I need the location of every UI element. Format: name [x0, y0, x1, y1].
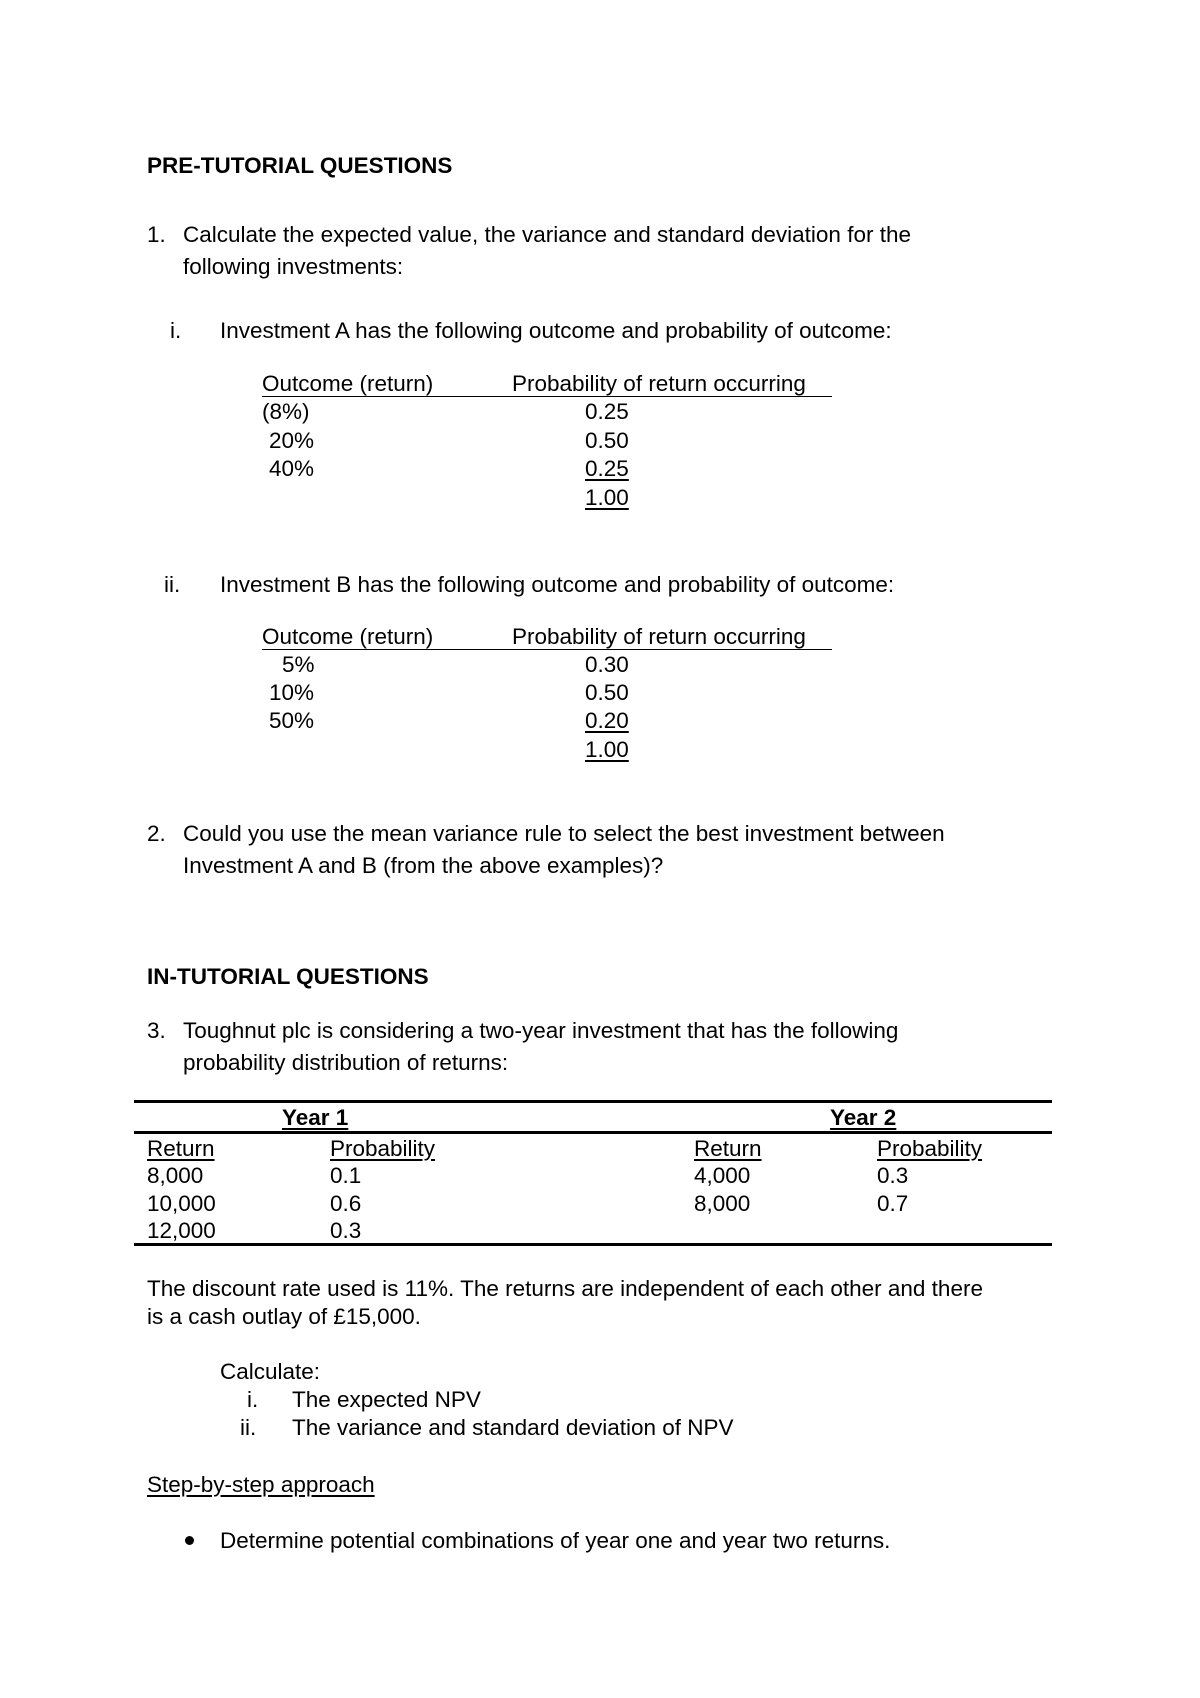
q1-b-prob-2: 0.50 — [585, 680, 629, 705]
q3-table-cell: 0.1 — [330, 1163, 362, 1188]
q1-a-marker: i. — [170, 318, 182, 343]
q1-a-prob-1: 0.25 — [585, 399, 629, 424]
q1-a-prob-2: 0.50 — [585, 428, 629, 453]
q1-b-marker: ii. — [164, 572, 181, 597]
q3-table-cell: 0.3 — [877, 1163, 909, 1188]
q1-b-header-underline — [262, 649, 832, 650]
q1-b-col1-header: Outcome (return) — [262, 624, 434, 649]
q1-b-outcome-1: 5% — [282, 652, 315, 677]
q3-item-1-text: The expected NPV — [292, 1387, 481, 1412]
q3-para-line2: is a cash outlay of £15,000. — [147, 1304, 421, 1329]
q3-table-year2: Year 2 — [830, 1105, 897, 1130]
q1-a-header-underline — [262, 396, 832, 397]
q1-a-outcome-2: 20% — [269, 428, 315, 453]
q3-table-header-return-2: Return — [694, 1136, 762, 1161]
q3-item-1-marker: i. — [247, 1387, 259, 1412]
q3-table-cell: 0.3 — [330, 1218, 362, 1243]
q3-item-2-marker: ii. — [240, 1415, 257, 1440]
q1-a-outcome-3: 40% — [269, 456, 315, 481]
q1-a-header-row — [262, 373, 834, 397]
q3-table-header-probability-1: Probability — [330, 1136, 436, 1161]
q1-a-prob-3: 0.25 — [585, 456, 629, 481]
q3-table-cell: 8,000 — [694, 1191, 751, 1216]
q3-text-line2: probability distribution of returns: — [183, 1050, 509, 1075]
bullet-text: Determine potential combinations of year one and year two returns. — [220, 1528, 891, 1553]
q1-b-total: 1.00 — [585, 737, 629, 762]
q1-b-col2-header: Probability of return occurring — [512, 624, 806, 649]
bullet-icon — [185, 1536, 194, 1545]
q1-b-prob-1: 0.30 — [585, 652, 629, 677]
q3-table-mid-rule — [134, 1131, 1052, 1134]
q1-b-outcome-3: 50% — [269, 708, 315, 733]
q1-a-outcome-1: (8%) — [262, 399, 310, 424]
q3-table-cell: 0.7 — [877, 1191, 909, 1216]
q3-table-cell: 12,000 — [147, 1218, 216, 1243]
step-by-step-heading: Step-by-step approach — [147, 1472, 375, 1497]
q2-text-line2: Investment A and B (from the above examples)? — [183, 853, 664, 878]
q1-number: 1. — [147, 222, 166, 247]
q3-table-cell: 4,000 — [694, 1163, 751, 1188]
q1-a-col2-header: Probability of return occurring — [512, 371, 806, 396]
q3-table-year1: Year 1 — [282, 1105, 349, 1130]
q2-number: 2. — [147, 821, 166, 846]
q3-item-2-text: The variance and standard deviation of NPV — [292, 1415, 734, 1440]
q3-text-line1: Toughnut plc is considering a two-year investment that has the following — [183, 1018, 899, 1043]
q3-table-header-return-1: Return — [147, 1136, 215, 1161]
q3-table-cell: 0.6 — [330, 1191, 362, 1216]
q3-calculate-label: Calculate: — [220, 1359, 321, 1384]
q1-a-col1-header: Outcome (return) — [262, 371, 434, 396]
q1-text-line2: following investments: — [183, 254, 404, 279]
pre-tutorial-heading: PRE-TUTORIAL QUESTIONS — [147, 153, 453, 178]
q1-a-text: Investment A has the following outcome and probability of outcome: — [220, 318, 892, 343]
q1-b-outcome-2: 10% — [269, 680, 315, 705]
q3-table-bottom-rule — [134, 1243, 1052, 1246]
q3-table-cell: 10,000 — [147, 1191, 216, 1216]
q2-text-line1: Could you use the mean variance rule to select the best investment between — [183, 821, 945, 846]
q1-b-prob-3: 0.20 — [585, 708, 629, 733]
in-tutorial-heading: IN-TUTORIAL QUESTIONS — [147, 964, 429, 989]
q1-text-line1: Calculate the expected value, the variance and standard deviation for the — [183, 222, 911, 247]
q3-table-cell: 8,000 — [147, 1163, 204, 1188]
q3-number: 3. — [147, 1018, 166, 1043]
q3-para-line1: The discount rate used is 11%. The returns are independent of each other and there — [147, 1276, 983, 1301]
q1-b-text: Investment B has the following outcome and probability of outcome: — [220, 572, 895, 597]
q1-a-total: 1.00 — [585, 485, 629, 510]
q3-table-top-rule — [134, 1100, 1052, 1103]
q3-table-header-probability-2: Probability — [877, 1136, 983, 1161]
